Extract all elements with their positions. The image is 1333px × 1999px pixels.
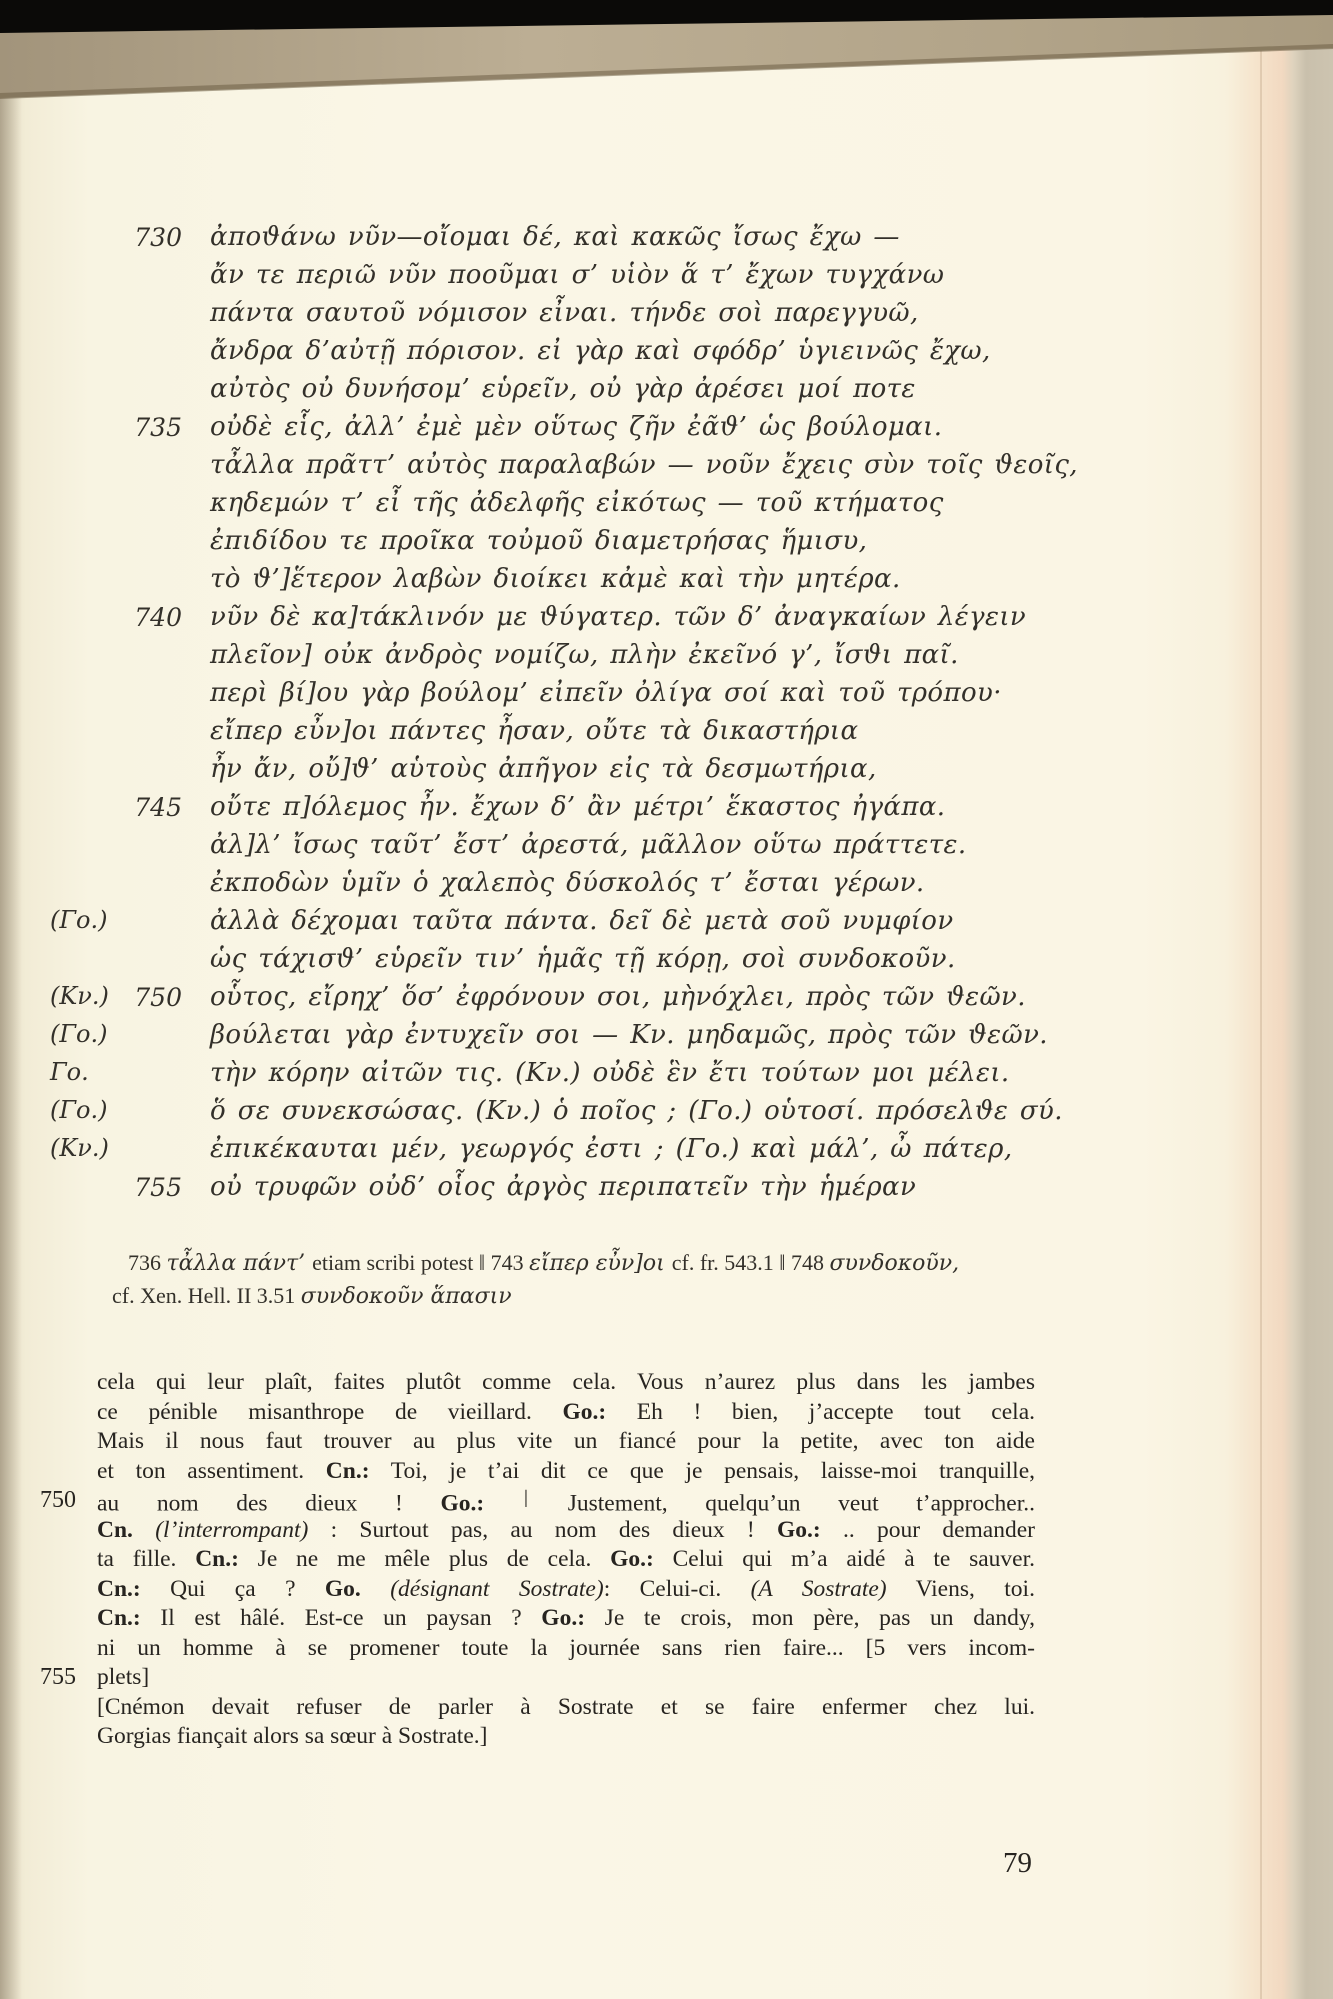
- french-line: [97, 1722, 1035, 1752]
- greek-verse-text: τὴν κόρην αἰτῶν τις. (Κν.) οὐδὲ ἓν ἔτι τούτων μοι μέλει.: [210, 1058, 1010, 1088]
- text-run: Mais il nous faut trouver au plus vite un fiancé pour la petite, avec ton aide: [97, 1428, 1035, 1454]
- greek-verse-text: ἄν τε περιῶ νῦν ποοῦμαι σ’ υἱὸν ἅ τ’ ἔχων τυγχάνω: [210, 260, 945, 290]
- text-run: [484, 1491, 522, 1517]
- greek-line: [0, 1172, 1240, 1210]
- verse-number: 755: [134, 1173, 182, 1202]
- greek-line: [0, 1058, 1240, 1096]
- text-run: (l’interrompant): [155, 1516, 309, 1543]
- greek-line: [0, 830, 1240, 868]
- greek-line: [0, 602, 1240, 640]
- greek-verse-text: αὐτὸς οὐ δυνήσομ’ εὑρεῖν, οὐ γὰρ ἀρέσει μοί ποτε: [210, 374, 916, 404]
- greek-line: [0, 488, 1240, 526]
- greek-line: [0, 944, 1240, 982]
- greek-line: [0, 716, 1240, 754]
- french-line: [40, 1486, 1036, 1517]
- verse-number: 755: [40, 1664, 76, 1690]
- greek-line: [0, 1096, 1240, 1134]
- french-line: [40, 1663, 1035, 1693]
- text-run: συνδοκοῦν ἅπασιν: [300, 1284, 512, 1309]
- greek-line: [0, 868, 1240, 906]
- text-run: ׀: [521, 1492, 531, 1508]
- greek-verse-text: περὶ βί]ου γὰρ βούλομ’ εἰπεῖν ὀλίγα σοί καὶ τοῦ τρόπου·: [210, 678, 1002, 708]
- greek-verse-text: οὐ τρυφῶν οὐδ’ οἷος ἀργὸς περιπατεῖν τὴν ἡμέραν: [210, 1172, 917, 1202]
- verse-number: 750: [40, 1487, 76, 1513]
- text-run: plets]: [97, 1664, 150, 1690]
- text-run: [Cnémon devait refuser de parler à Sostrate et se faire enfermer chez lui.: [97, 1693, 1035, 1720]
- text-run: Gorgias fiançait alors sa sœur à Sostrate.]: [97, 1723, 488, 1749]
- greek-line: [0, 678, 1240, 716]
- text-run: Go.:: [610, 1546, 654, 1572]
- greek-line: [0, 450, 1240, 488]
- speaker-label: (Γο.): [50, 1096, 108, 1124]
- text-run: Cn.:: [195, 1546, 239, 1572]
- greek-verse-text: τἆλλα πρᾶττ’ αὐτὸς παραλαβών — νοῦν ἔχεις σὺν τοῖς ϑεοῖς,: [210, 450, 1078, 480]
- text-run: ce pénible misanthrope de vieillard.: [97, 1398, 563, 1425]
- greek-line: [0, 298, 1240, 336]
- text-run: ta fille.: [97, 1546, 196, 1572]
- speaker-label: (Κν.): [50, 982, 109, 1010]
- verse-number: 745: [134, 793, 182, 822]
- text-run: Viens, toi.: [886, 1575, 1035, 1602]
- greek-verse-text: ὡς τάχισϑ’ εὑρεῖν τιν’ ἡμᾶς τῇ κόρῃ, σοὶ συνδοκοῦν.: [210, 944, 956, 974]
- text-run: συνδοκοῦν,: [829, 1251, 960, 1276]
- text-run: Il est hâlé. Est-ce un paysan ?: [140, 1605, 542, 1631]
- text-run: Cn.: [97, 1516, 156, 1543]
- greek-verse-text: πάντα σαυτοῦ νόμισον εἶναι. τήνδε σοὶ παρεγγυῶ,: [210, 298, 919, 328]
- speaker-label: (Κν.): [50, 1134, 109, 1162]
- greek-verse-text: ἀλ]λ’ ἴσως ταῦτ’ ἔστ’ ἀρεστά, μᾶλλον οὕτω πράττετε.: [210, 830, 967, 860]
- greek-verse-text: εἴπερ εὖν]οι πάντες ἦσαν, οὔτε τὰ δικαστήρια: [210, 716, 859, 746]
- greek-line: [0, 754, 1240, 792]
- text-run: τἆλλα πάντ’: [166, 1251, 313, 1276]
- verse-number: 750: [134, 983, 182, 1012]
- greek-verse-text: οὔτε π]όλεμος ἦν. ἔχων δ’ ἂν μέτρι’ ἕκαστος ἠγάπα.: [210, 792, 946, 822]
- greek-line: [0, 1020, 1240, 1058]
- text-run: Cn.:: [325, 1457, 370, 1484]
- speaker-label: (Γο.): [50, 906, 108, 934]
- text-run: ni un homme à se promener toute la journée sans rien faire... [5 vers incom-: [97, 1634, 1035, 1661]
- greek-line: [0, 906, 1240, 944]
- text-run: au nom des dieux !: [97, 1490, 441, 1517]
- text-run: Celui qui m’a aidé à te sauver.: [653, 1546, 1035, 1572]
- text-run: .. pour demander: [820, 1516, 1035, 1543]
- text-run: et ton assentiment.: [97, 1457, 326, 1484]
- french-line: [97, 1634, 1035, 1664]
- verse-number: 735: [134, 413, 182, 442]
- text-run: Go.:: [776, 1516, 821, 1543]
- greek-line: [0, 1134, 1240, 1172]
- apparatus-line: [128, 1250, 959, 1276]
- greek-verse-text: ὅ σε συνεκσώσας. (Κν.) ὁ ποῖος ; (Γο.) οὑτοσί. πρόσελϑε σύ.: [210, 1096, 1063, 1126]
- greek-verse-text: ἐπικέκαυται μέν, γεωργός ἐστι ; (Γο.) καὶ μάλ’, ὦ πάτερ,: [210, 1134, 1013, 1164]
- greek-line: [0, 336, 1240, 374]
- text-run: Go.:: [440, 1490, 485, 1517]
- greek-verse-text: πλεῖον] οὐκ ἀνδρὸς νομίζω, πλὴν ἐκεῖνό γ’, ἴσϑι παῖ.: [210, 640, 959, 670]
- greek-line: [0, 374, 1240, 412]
- french-line: [97, 1427, 1035, 1457]
- text-run: 736: [128, 1250, 167, 1275]
- greek-line: [0, 640, 1240, 678]
- page-number: 79: [1003, 1847, 1032, 1879]
- text-run: Go.:: [541, 1605, 586, 1631]
- greek-line: [0, 564, 1240, 602]
- greek-verse-text: ἄνδρα δ’αὐτῇ πόρισον. εἰ γὰρ καὶ σφόδρ’ ὑγιεινῶς ἔχω,: [210, 336, 991, 366]
- text-run: εἴπερ εὖν]οι: [529, 1251, 672, 1276]
- text-run: etiam scribi potest ‖ 743: [312, 1250, 530, 1275]
- text-run: (A Sostrate): [750, 1575, 887, 1602]
- verse-number: 730: [134, 223, 182, 252]
- greek-verse-text: ἀποϑάνω νῦν—οἴομαι δέ, καὶ κακῶς ἴσως ἔχω —: [210, 222, 900, 252]
- french-line: [97, 1457, 1035, 1487]
- text-run: (désignant Sostrate): [390, 1575, 604, 1602]
- french-line: [97, 1693, 1035, 1723]
- text-run: Go.:: [562, 1398, 607, 1425]
- text-run: Je ne me mêle plus de cela.: [238, 1546, 611, 1572]
- text-run: Qui ça ?: [140, 1575, 325, 1602]
- text-run: : Celui-ci.: [603, 1575, 751, 1602]
- greek-line: [0, 792, 1240, 830]
- text-run: Je te crois, mon père, pas un dandy,: [585, 1605, 1035, 1631]
- text-run: Justement, quelqu’un veut t’approcher..: [530, 1490, 1036, 1517]
- greek-line: [0, 526, 1240, 564]
- greek-verse-text: οὐδὲ εἷς, ἀλλ’ ἐμὲ μὲν οὕτως ζῆν ἐᾶϑ’ ὡς βούλομαι.: [210, 412, 943, 442]
- greek-line: [0, 222, 1240, 260]
- greek-verse-text: ἦν ἄν, οὔ]ϑ’ αὑτοὺς ἀπῆγον εἰς τὰ δεσμωτήρια,: [210, 754, 877, 784]
- greek-verse-text: κηδεμών τ’ εἶ τῆς ἀδελφῆς εἰκότως — τοῦ κτήματος: [210, 488, 944, 518]
- greek-verse-text: ἐπιδίδου τε προῖκα τοὐμοῦ διαμετρήσας ἥμισυ,: [210, 526, 868, 556]
- text-run: Cn.:: [97, 1605, 141, 1631]
- text-run: Toi, je t’ai dit ce que je pensais, laisse-moi tranquille,: [369, 1457, 1035, 1484]
- french-line: [97, 1516, 1035, 1546]
- page-right-crease: [1260, 45, 1262, 1999]
- greek-verse-text: νῦν δὲ κα]τάκλινόν με ϑύγατερ. τῶν δ’ ἀναγκαίων λέγειν: [210, 602, 1027, 632]
- greek-verse-text: ἀλλὰ δέχομαι ταῦτα πάντα. δεῖ δὲ μετὰ σοῦ νυμφίον: [210, 906, 954, 936]
- french-line: [97, 1368, 1035, 1398]
- verse-number: 740: [134, 603, 182, 632]
- speaker-label: Γο.: [50, 1058, 89, 1086]
- text-run: cf. fr. 543.1 ‖ 748: [671, 1250, 830, 1275]
- french-line: [97, 1575, 1035, 1605]
- french-line: [97, 1604, 1035, 1634]
- apparatus-line: [112, 1283, 512, 1309]
- text-run: Go.: [324, 1575, 391, 1602]
- text-run: : Surtout pas, au nom des dieux !: [308, 1516, 777, 1543]
- greek-verse-text: ἐκποδὼν ὑμῖν ὁ χαλεπὸς δύσκολός τ’ ἔσται γέρων.: [210, 868, 925, 898]
- greek-verse-text: τὸ ϑ’]ἕτερον λαβὼν διοίκει κἀμὲ καὶ τὴν μητέρα.: [210, 564, 901, 594]
- text-run: cela qui leur plaît, faites plutôt comme cela. Vous n’aurez plus dans les jambes: [97, 1369, 1035, 1395]
- greek-line: [0, 260, 1240, 298]
- text-run: Eh ! bien, j’accepte tout cela.: [606, 1398, 1035, 1425]
- french-line: [97, 1398, 1035, 1428]
- speaker-label: (Γο.): [50, 1020, 108, 1048]
- greek-line: [0, 412, 1240, 450]
- french-line: [97, 1545, 1035, 1575]
- greek-verse-text: οὗτος, εἴρηχ’ ὅσ’ ἐφρόνουν σοι, μὴνόχλει, πρὸς τῶν ϑεῶν.: [210, 982, 1026, 1012]
- greek-verse-text: βούλεται γὰρ ἐντυχεῖν σοι — Κν. μηδαμῶς, πρὸς τῶν ϑεῶν.: [210, 1020, 1048, 1050]
- text-run: cf. Xen. Hell. II 3.51: [112, 1283, 301, 1308]
- text-run: Cn.:: [97, 1575, 141, 1602]
- greek-line: [0, 982, 1240, 1020]
